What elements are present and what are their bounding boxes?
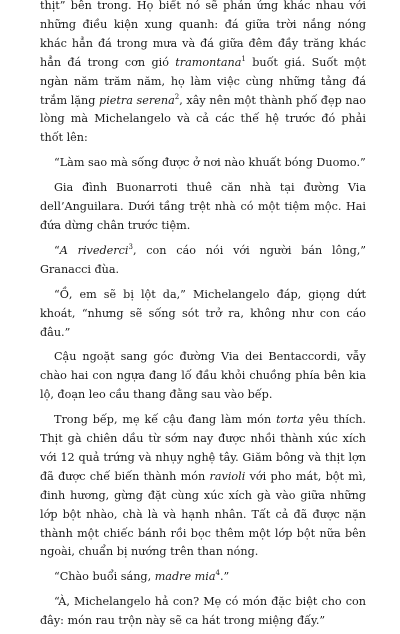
footnote-marker: 1 — [241, 54, 246, 63]
italic-term: pietra serena — [99, 93, 175, 107]
paragraph-p3 — [40, 179, 366, 236]
paragraph-p6 — [40, 348, 366, 405]
text-run: , con cáo nói với người bán lông,” Granacci đùa. — [40, 243, 367, 276]
paragraph-p9 — [40, 593, 366, 631]
italic-term: torta — [276, 413, 304, 427]
text-run: Cậu ngoặt sang góc đường Via dei Bentaccordi, vẫy chào hai con ngựa đang lố đầu khỏi chuồng phía bên kia lộ, đoạn leo cầu thang đằng sau vào bếp. — [40, 350, 366, 402]
text-run: thịt” bên trong. Họ biết nó sẽ phản ứng khác nhau với những điều kiện xung quanh: đá giữa trời nắng nóng khác hẳn đá trong mưa và đá giữa đêm đầy trăng khác hẳn đá trong cơn gió — [40, 0, 366, 69]
text-run: “Làm sao mà sống được ở nơi nào khuất bóng Duomo.” — [54, 156, 366, 170]
footnote-marker: 4 — [215, 569, 220, 578]
text-run: Trong bếp, mẹ kế cậu đang làm món — [54, 413, 277, 427]
text-run: “ — [54, 243, 60, 257]
footnote-marker: 2 — [174, 92, 180, 101]
italic-term: madre mia — [154, 570, 216, 584]
paragraph-p2 — [40, 154, 366, 173]
text-run: .” — [219, 570, 230, 584]
text-run: “Chào buổi sáng, — [54, 570, 155, 584]
text-run: yêu thích. Thịt gà chiên dầu từ sớm nay được nhồi thành xúc xích với 12 quả trứng và nhụy nghệ tây. Giăm bông và thịt lợn đã được chế biến thành món — [40, 413, 366, 483]
paragraph-p5 — [40, 286, 366, 343]
text-run: “À, Michelangelo hả con? Mẹ có món đặc biệt cho con đây: món rau trộn này sẽ ca hát trong miệng đấy.” — [40, 595, 366, 628]
italic-term: tramontana — [175, 55, 242, 69]
italic-term: A rivederci — [59, 243, 129, 257]
footnote-marker: 3 — [128, 242, 133, 251]
text-run: với pho mát, bột mì, đinh hương, gừng đặt cùng xúc xích gà vào giữa những lớp bột nhào, chà là và hạnh nhân. Tất cả đã được nặn thành một chiếc bánh rồi bọc thêm một lớp bột nữa bên ngoài, chuẩn bị nướng trên than nóng. — [40, 469, 366, 559]
text-run: “Ồ, em sẽ bị lột da,” Michelangelo đáp, giọng dứt khoát, “nhưng sẽ sống sót trở ra, không như con cáo đâu.” — [40, 287, 366, 339]
paragraph-p8 — [40, 568, 366, 587]
text-run: Gia đình Buonarroti thuê căn nhà tại đường Via dell’Anguilara. Dưới tầng trệt nhà có một tiệm mộc. Hai đứa dừng chân trước tiệm. — [40, 181, 366, 232]
italic-term: ravioli — [209, 469, 246, 483]
paragraph-p1 — [40, 0, 366, 148]
body-text — [40, 0, 366, 631]
text-run: , xây nên một thành phố đẹp nao lòng mà Michelangelo và cả các thế hệ trước đó phải thốt lên: — [40, 93, 367, 145]
text-run: buốt giá. Suốt một ngàn năm trăm năm, họ làm việc cùng những tảng đá trắm lặng — [40, 55, 366, 107]
paragraph-p4 — [40, 242, 366, 280]
paragraph-p7 — [40, 411, 366, 562]
